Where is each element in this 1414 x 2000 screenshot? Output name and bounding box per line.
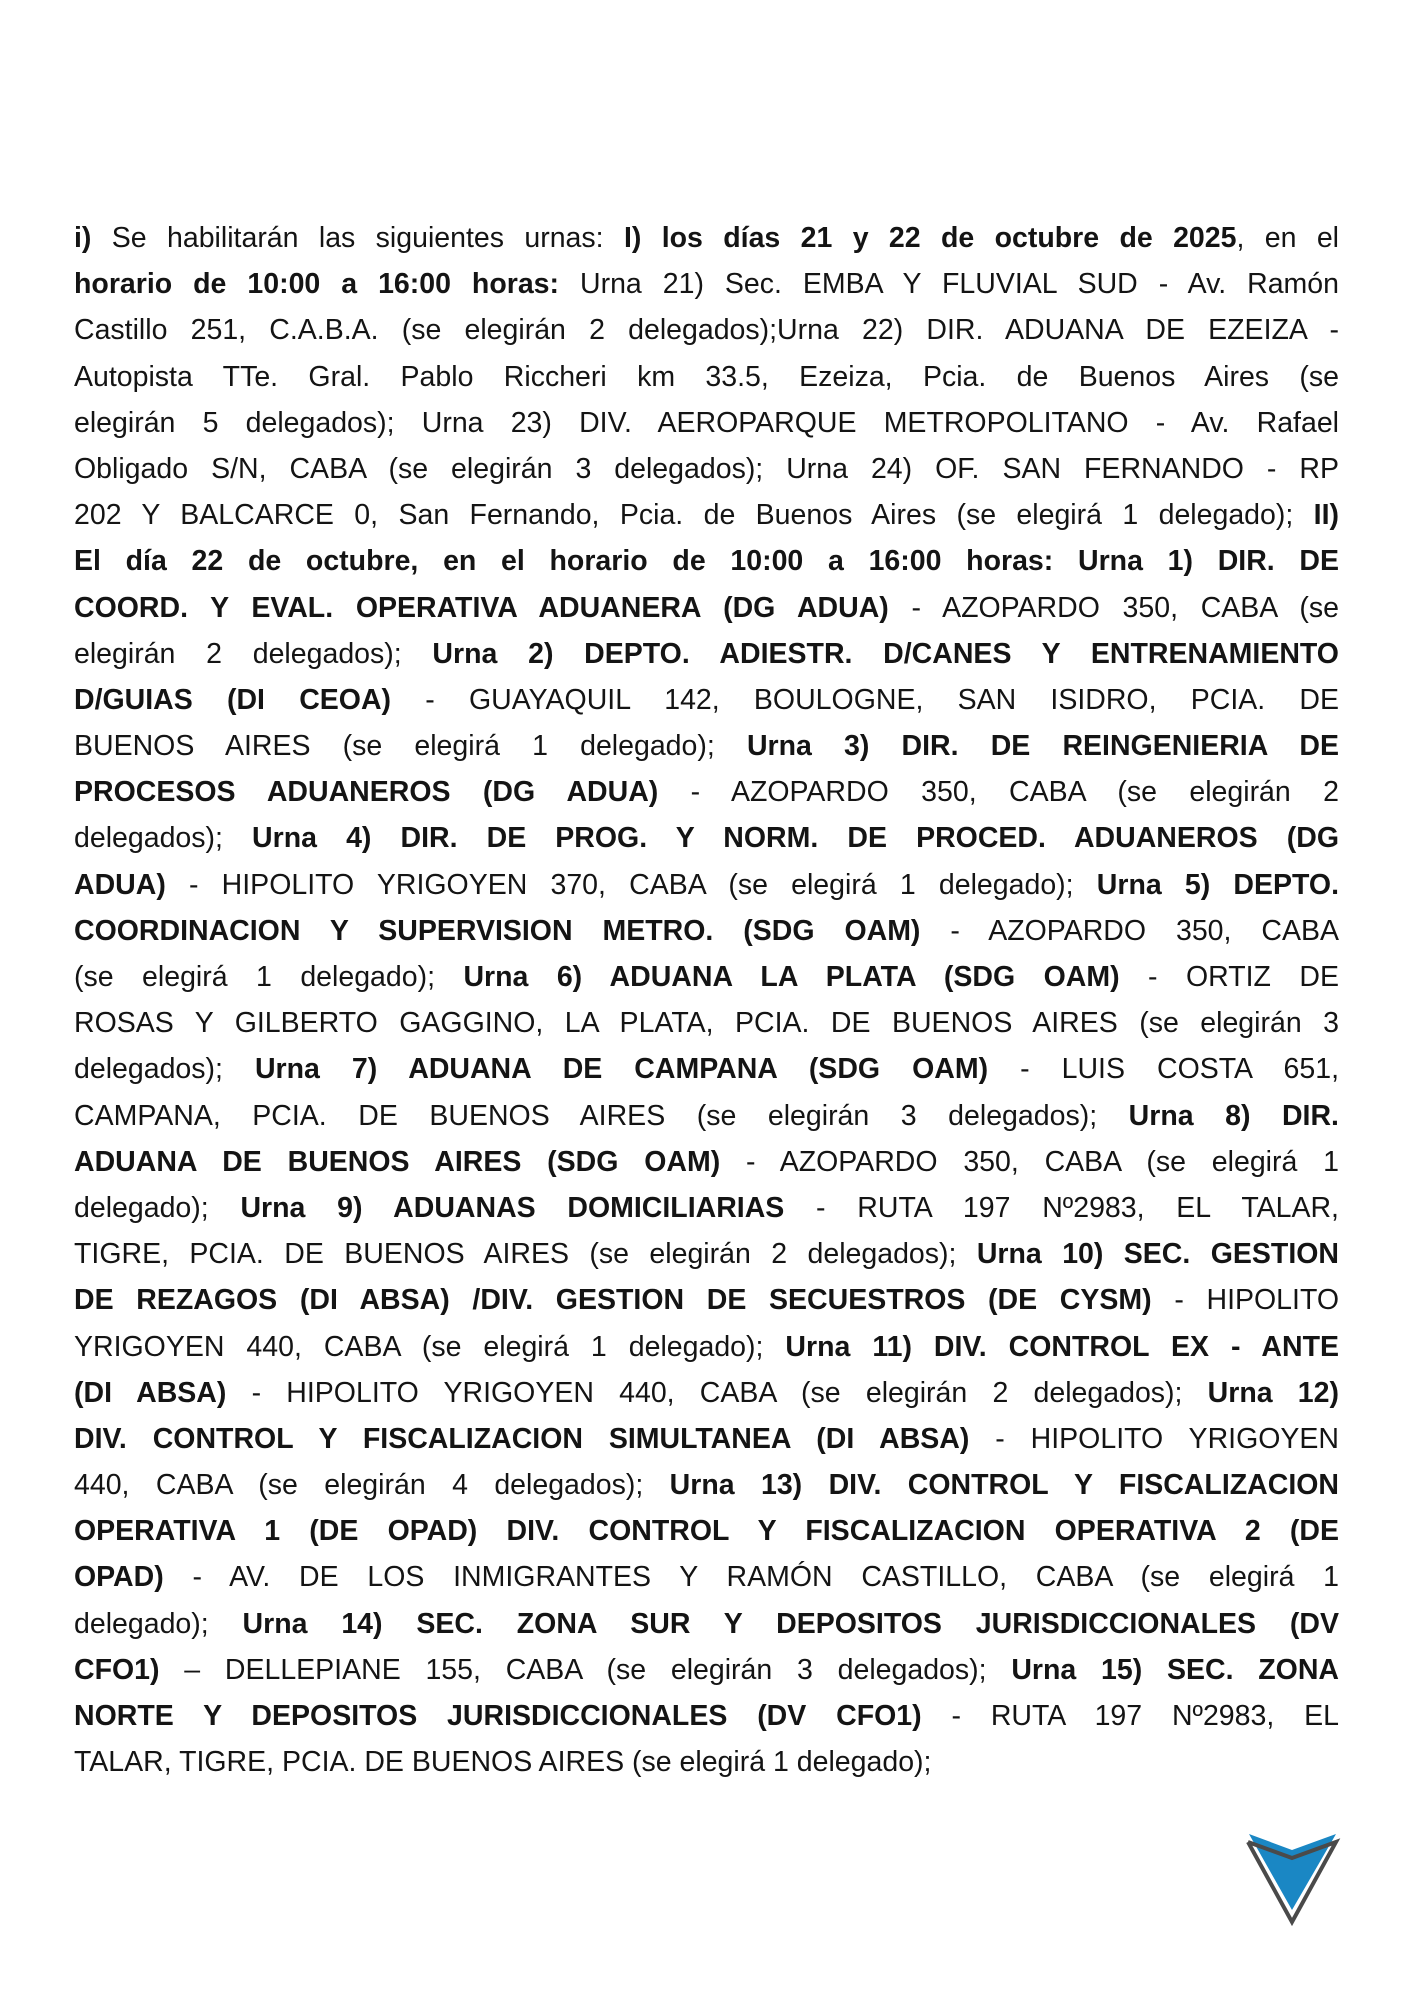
- text-segment: - HIPOLITO YRIGOYEN 440, CABA (se elegirán 2 delegados);: [226, 1376, 1208, 1409]
- bold-text-segment: Urna 10) SEC. GESTION: [976, 1238, 1339, 1271]
- text-segment: Urna 21) Sec. EMBA Y FLUVIAL SUD - Av. Ramón: [559, 268, 1339, 301]
- text-line: [74, 1416, 1339, 1462]
- bold-text-segment: Urna 3) DIR. DE REINGENIERIA DE: [746, 730, 1339, 763]
- text-line: [74, 1139, 1339, 1185]
- text-line: [74, 908, 1339, 954]
- text-line: [74, 354, 1339, 400]
- text-line: [74, 1185, 1339, 1231]
- text-segment: delegados);: [74, 1053, 255, 1086]
- bold-text-segment: ADUA): [74, 868, 166, 901]
- text-line: [74, 1739, 1339, 1785]
- bold-text-segment: II): [1313, 499, 1339, 532]
- bold-text-segment: Urna 14) SEC. ZONA SUR Y DEPOSITOS JURISDICCIONALES (DV: [242, 1607, 1339, 1640]
- text-line: [74, 1000, 1339, 1046]
- text-line: [74, 1508, 1339, 1554]
- text-line: [74, 1046, 1339, 1092]
- bold-text-segment: D/GUIAS (DI CEOA): [74, 683, 392, 716]
- text-segment: TALAR, TIGRE, PCIA. DE BUENOS AIRES (se elegirá 1 delegado);: [74, 1746, 932, 1779]
- bold-text-segment: Urna 12): [1207, 1376, 1339, 1409]
- text-segment: - ORTIZ DE: [1119, 961, 1339, 993]
- text-line: [74, 1554, 1339, 1600]
- text-segment: (se elegirá 1 delegado);: [74, 961, 464, 993]
- text-segment: ROSAS Y GILBERTO GAGGINO, LA PLATA, PCIA. DE BUENOS AIRES (se elegirán 3: [74, 1007, 1339, 1040]
- bold-text-segment: DE REZAGOS (DI ABSA) /DIV. GESTION DE SECUESTROS (DE CYSM): [74, 1284, 1152, 1317]
- text-line: [74, 492, 1339, 538]
- bold-text-segment: Urna 7) ADUANA DE CAMPANA (SDG OAM): [254, 1053, 989, 1086]
- bold-text-segment: COORD. Y EVAL. OPERATIVA ADUANERA (DG ADUA): [74, 591, 889, 624]
- text-line: [74, 400, 1339, 446]
- bold-text-segment: horario de 10:00 a 16:00 horas:: [74, 268, 560, 301]
- text-segment: - RUTA 197 Nº2983, EL TALAR,: [784, 1191, 1339, 1224]
- bold-text-segment: El día 22 de octubre, en el horario de 10:00 a 16:00 horas: Urna 1) DIR. DE: [74, 545, 1339, 578]
- text-segment: elegirán 2 delegados);: [74, 637, 433, 670]
- text-segment: - AZOPARDO 350, CABA: [920, 914, 1339, 947]
- text-segment: - HIPOLITO YRIGOYEN 370, CABA (se elegirá 1 delegado);: [165, 868, 1097, 901]
- text-line: [74, 585, 1339, 631]
- bold-text-segment: Urna 5) DEPTO.: [1096, 868, 1339, 901]
- text-line: [74, 1462, 1339, 1508]
- text-line: [74, 1277, 1339, 1323]
- bold-text-segment: ADUANA DE BUENOS AIRES (SDG OAM): [74, 1145, 721, 1178]
- text-segment: delegado);: [74, 1191, 241, 1224]
- document-body: [74, 215, 1339, 1785]
- text-line: [74, 1693, 1339, 1739]
- text-segment: 202 Y BALCARCE 0, San Fernando, Pcia. de Buenos Aires (se elegirá 1 delegado);: [74, 499, 1314, 532]
- text-line: [74, 215, 1339, 261]
- bold-text-segment: Urna 13) DIV. CONTROL Y FISCALIZACION: [669, 1469, 1339, 1502]
- bold-text-segment: DIV. CONTROL Y FISCALIZACION SIMULTANEA (DI ABSA): [74, 1422, 970, 1455]
- text-segment: Obligado S/N, CABA (se elegirán 3 delegados); Urna 24) OF. SAN FERNANDO - RP: [74, 452, 1339, 485]
- text-segment: Autopista TTe. Gral. Pablo Riccheri km 33.5, Ezeiza, Pcia. de Buenos Aires (se: [74, 360, 1339, 393]
- text-line: [74, 1601, 1339, 1647]
- text-line: [74, 1370, 1339, 1416]
- text-line: [74, 723, 1339, 769]
- text-segment: CAMPANA, PCIA. DE BUENOS AIRES (se elegirán 3 delegados);: [74, 1099, 1129, 1132]
- text-segment: - AZOPARDO 350, CABA (se elegirán 2: [658, 776, 1339, 809]
- bold-text-segment: I) los días 21 y 22 de octubre de 2025: [623, 222, 1237, 254]
- text-segment: - AZOPARDO 350, CABA (se: [888, 591, 1340, 624]
- text-line: [74, 631, 1339, 677]
- text-line: [74, 677, 1339, 723]
- text-segment: TIGRE, PCIA. DE BUENOS AIRES (se elegirán 2 delegados);: [74, 1238, 977, 1271]
- bold-text-segment: NORTE Y DEPOSITOS JURISDICCIONALES (DV CFO1): [74, 1700, 922, 1732]
- text-segment: - GUAYAQUIL 142, BOULOGNE, SAN ISIDRO, PCIA. DE: [391, 683, 1340, 716]
- text-line: [74, 446, 1339, 492]
- bold-text-segment: OPERATIVA 1 (DE OPAD) DIV. CONTROL Y FISCALIZACION OPERATIVA 2 (DE: [74, 1515, 1339, 1548]
- bold-text-segment: OPAD): [74, 1561, 164, 1594]
- text-segment: Castillo 251, C.A.B.A. (se elegirán 2 delegados);Urna 22) DIR. ADUANA DE EZEIZA -: [74, 314, 1339, 347]
- text-segment: delegados);: [74, 822, 253, 855]
- bold-text-segment: Urna 15) SEC. ZONA: [1011, 1653, 1339, 1686]
- text-segment: BUENOS AIRES (se elegirá 1 delegado);: [74, 730, 747, 763]
- text-line: [74, 538, 1339, 584]
- text-line: [74, 1324, 1339, 1370]
- text-line: [74, 815, 1339, 861]
- text-line: [74, 261, 1339, 307]
- logo: [1246, 1830, 1342, 1926]
- text-line: [74, 1231, 1339, 1277]
- text-segment: - AV. DE LOS INMIGRANTES Y RAMÓN CASTILLO, CABA (se elegirá 1: [163, 1561, 1339, 1594]
- text-line: [74, 1647, 1339, 1693]
- text-segment: - RUTA 197 Nº2983, EL: [921, 1700, 1339, 1732]
- bold-text-segment: PROCESOS ADUANEROS (DG ADUA): [74, 776, 659, 809]
- chevron-down-logo-icon: [1246, 1830, 1342, 1926]
- text-segment: - LUIS COSTA 651,: [988, 1053, 1339, 1086]
- text-segment: – DELLEPIANE 155, CABA (se elegirán 3 delegados);: [159, 1653, 1012, 1686]
- text-segment: - HIPOLITO YRIGOYEN: [969, 1422, 1340, 1455]
- text-segment: delegado);: [74, 1607, 243, 1640]
- text-line: [74, 1093, 1339, 1139]
- bold-text-segment: Urna 11) DIV. CONTROL EX - ANTE: [785, 1330, 1340, 1363]
- text-segment: - AZOPARDO 350, CABA (se elegirá 1: [720, 1145, 1339, 1178]
- bold-text-segment: Urna 6) ADUANA LA PLATA (SDG OAM): [463, 961, 1120, 993]
- text-line: [74, 954, 1339, 1000]
- text-segment: - HIPOLITO: [1151, 1284, 1340, 1317]
- bold-text-segment: Urna 8) DIR.: [1128, 1099, 1339, 1132]
- text-line: [74, 862, 1339, 908]
- bold-text-segment: Urna 2) DEPTO. ADIESTR. D/CANES Y ENTRENAMIENTO: [432, 637, 1339, 670]
- text-segment: 440, CABA (se elegirán 4 delegados);: [74, 1469, 670, 1502]
- text-segment: YRIGOYEN 440, CABA (se elegirá 1 delegado);: [74, 1330, 786, 1363]
- text-segment: Se habilitarán las siguientes urnas:: [91, 222, 624, 254]
- bold-text-segment: Urna 9) ADUANAS DOMICILIARIAS: [240, 1191, 785, 1224]
- bold-text-segment: (DI ABSA): [74, 1376, 227, 1409]
- text-segment: elegirán 5 delegados); Urna 23) DIV. AEROPARQUE METROPOLITANO - Av. Rafael: [74, 406, 1339, 439]
- bold-text-segment: Urna 4) DIR. DE PROG. Y NORM. DE PROCED. ADUANEROS (DG: [252, 822, 1339, 855]
- bold-text-segment: i): [74, 222, 92, 254]
- text-line: [74, 769, 1339, 815]
- text-line: [74, 307, 1339, 353]
- text-segment: , en el: [1236, 222, 1340, 254]
- bold-text-segment: CFO1): [74, 1653, 160, 1686]
- bold-text-segment: COORDINACION Y SUPERVISION METRO. (SDG OAM): [74, 914, 921, 947]
